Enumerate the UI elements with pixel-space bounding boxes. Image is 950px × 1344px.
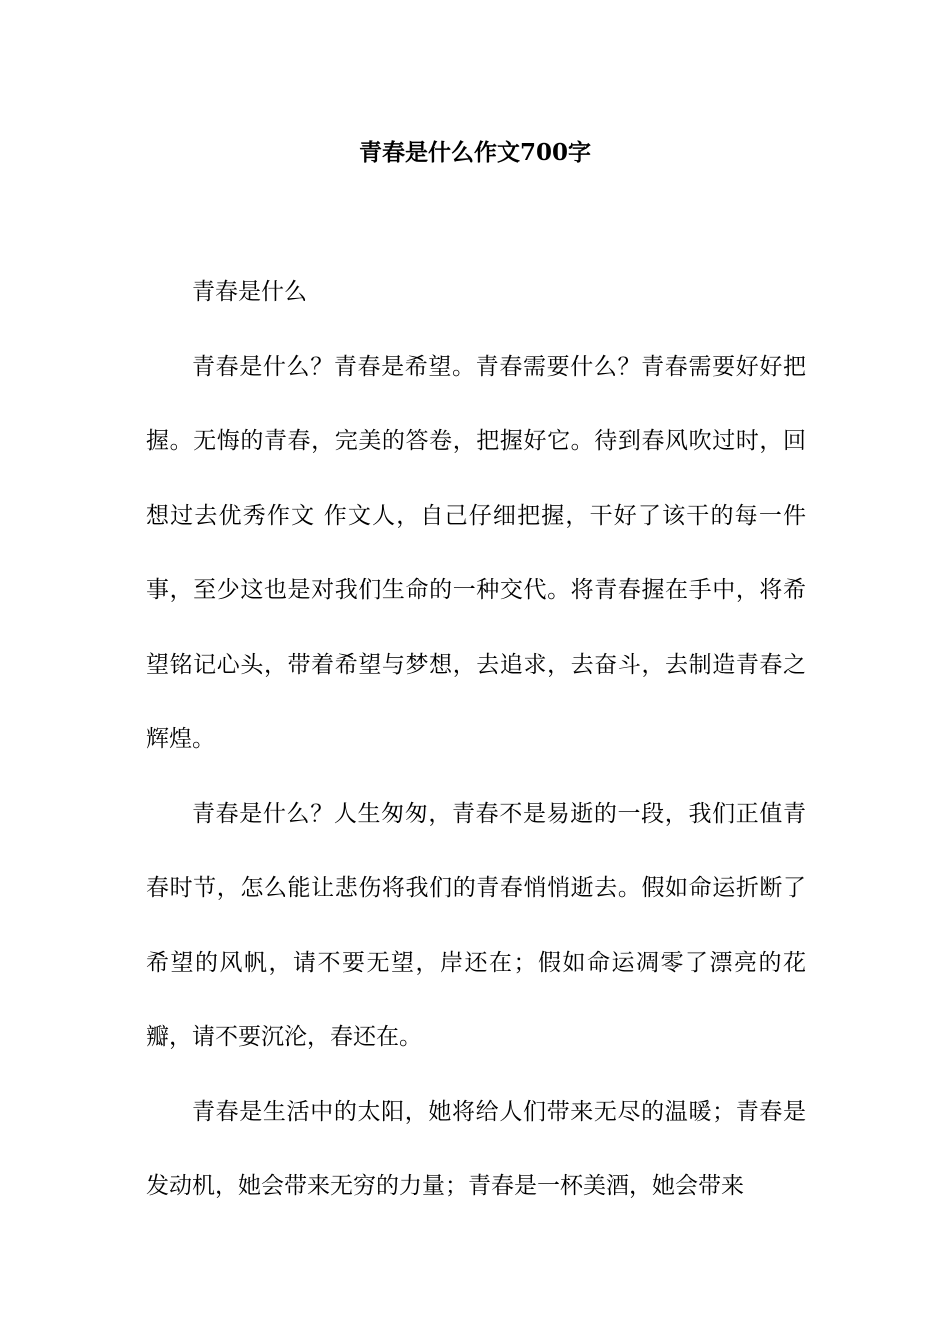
paragraph-subtitle: 青春是什么 bbox=[192, 279, 307, 305]
document-title: 青春是什么作文700字 bbox=[358, 139, 591, 166]
paragraph-1: 青春是什么？青春是希望。青春需要什么？青春需要好好把握。无悔的青春，完美的答卷，把握好它。待到春风吹过时，回想过去优秀作文 作文人，自己仔细把握，干好了该干的每一件事，至少这也是对我们生命的一种交代。将青春握在手中，将希望铭记心头，带着希望与梦想，去追求，去奋斗，去制造青春之辉煌。 bbox=[146, 353, 806, 752]
paragraph-3: 青春是生活中的太阳，她将给人们带来无尽的温暖；青春是发动机，她会带来无穷的力量；青春是一杯美酒，她会带来 bbox=[146, 1098, 806, 1199]
document-body bbox=[146, 255, 806, 1224]
paragraph-2: 青春是什么？人生匆匆，青春不是易逝的一段，我们正值青春时节，怎么能让悲伤将我们的青春悄悄逝去。假如命运折断了希望的风帆，请不要无望，岸还在；假如命运凋零了漂亮的花瓣，请不要沉沦，春还在。 bbox=[146, 800, 806, 1050]
